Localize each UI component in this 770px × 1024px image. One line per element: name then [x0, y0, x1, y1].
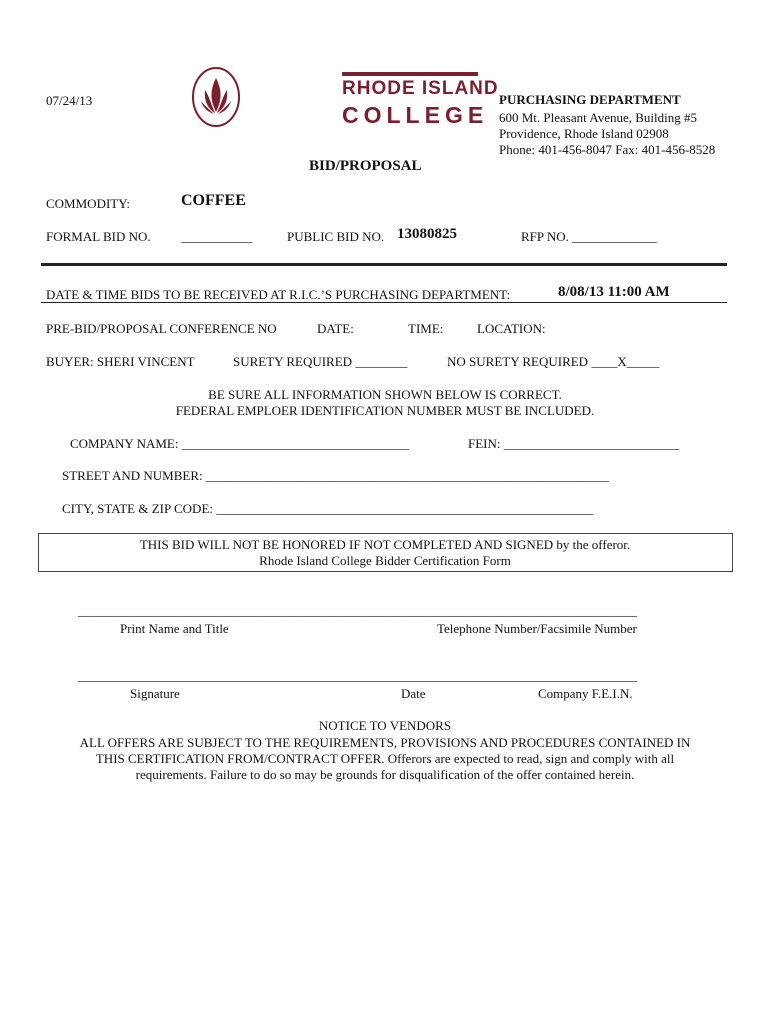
department-city: Providence, Rhode Island 02908 — [499, 126, 669, 141]
vendor-notice-line-3: requirements. Failure to do so may be grounds for disqualification of the offer contained herein. — [135, 767, 635, 782]
divider-top — [41, 263, 727, 266]
logo-bar — [342, 72, 478, 76]
signature-line[interactable]: ______________________________________________________________________________________ — [78, 668, 637, 683]
company-name-field[interactable]: COMPANY NAME: ___________________________________ — [70, 436, 410, 451]
conference-label: PRE-BID/PROPOSAL CONFERENCE NO — [46, 321, 277, 336]
buyer-name: BUYER: SHERI VINCENT — [46, 354, 195, 369]
notice-correct-info: BE SURE ALL INFORMATION SHOWN BELOW IS CORRECT. — [208, 387, 562, 402]
vendor-notice-line-1: ALL OFFERS ARE SUBJECT TO THE REQUIREMENTS, PROVISIONS AND PROCEDURES CONTAINED IN — [79, 735, 691, 750]
company-fein-label: Company F.E.I.N. — [538, 686, 633, 701]
print-name-label: Print Name and Title — [120, 621, 229, 636]
certification-form-title: Rhode Island College Bidder Certification Form — [259, 553, 511, 568]
no-surety-required-field[interactable]: NO SURETY REQUIRED ____X_____ — [447, 354, 660, 369]
signature-label: Signature — [130, 686, 180, 701]
rfp-number-field[interactable]: RFP NO. _____________ — [521, 229, 657, 244]
deadline-label: DATE & TIME BIDS TO BE RECEIVED AT R.I.C.’S PURCHASING DEPARTMENT: — [46, 287, 511, 302]
honor-notice-main: THIS BID WILL NOT BE HONORED IF NOT COMPLETED AND SIGNED — [139, 537, 554, 552]
document-date: 07/24/13 — [46, 93, 93, 108]
vendor-notice-title: NOTICE TO VENDORS — [318, 718, 452, 733]
street-field[interactable]: STREET AND NUMBER: ______________________________________________________________ — [62, 468, 609, 483]
commodity-value: COFFEE — [181, 192, 246, 209]
telephone-label: Telephone Number/Facsimile Number — [437, 621, 637, 636]
department-phone: Phone: 401-456-8047 Fax: 401-456-8528 — [499, 142, 716, 157]
notice-fein-required: FEDERAL EMPLOER IDENTIFICATION NUMBER MUST BE INCLUDED. — [175, 403, 595, 418]
conference-date-label: DATE: — [317, 321, 354, 336]
public-bid-number: 13080825 — [397, 226, 457, 242]
public-bid-label: PUBLIC BID NO. — [287, 229, 385, 244]
fein-field[interactable]: FEIN: ___________________________ — [468, 436, 680, 451]
vendor-notice-line-2: THIS CERTIFICATION FROM/CONTRACT OFFER. Offerors are expected to read, sign and comply with all — [95, 751, 675, 766]
college-seal-logo — [191, 66, 241, 128]
department-name: PURCHASING DEPARTMENT — [499, 92, 681, 107]
divider-deadline — [41, 302, 727, 303]
date-label: Date — [401, 686, 426, 701]
formal-bid-label: FORMAL BID NO. — [46, 229, 151, 244]
form-title: BID/PROPOSAL — [309, 158, 422, 174]
formal-bid-field[interactable]: ___________ — [181, 229, 253, 244]
conference-time-label: TIME: — [408, 321, 444, 336]
city-state-zip-field[interactable]: CITY, STATE & ZIP CODE: __________________________________________________________ — [62, 501, 594, 516]
deadline-value: 8/08/13 11:00 AM — [558, 284, 670, 300]
logo-rhode-island: RHODE ISLAND — [342, 78, 499, 99]
surety-required-field[interactable]: SURETY REQUIRED ________ — [233, 354, 408, 369]
department-address: 600 Mt. Pleasant Avenue, Building #5 — [499, 110, 697, 125]
honor-notice — [0, 537, 770, 553]
honor-notice-tail: by the offeror. — [553, 537, 631, 552]
conference-location-label: LOCATION: — [477, 321, 546, 336]
logo-college: COLLEGE — [342, 102, 489, 128]
name-telephone-line[interactable]: ______________________________________________________________________________________ — [78, 603, 637, 618]
commodity-label: COMMODITY: — [46, 196, 131, 211]
